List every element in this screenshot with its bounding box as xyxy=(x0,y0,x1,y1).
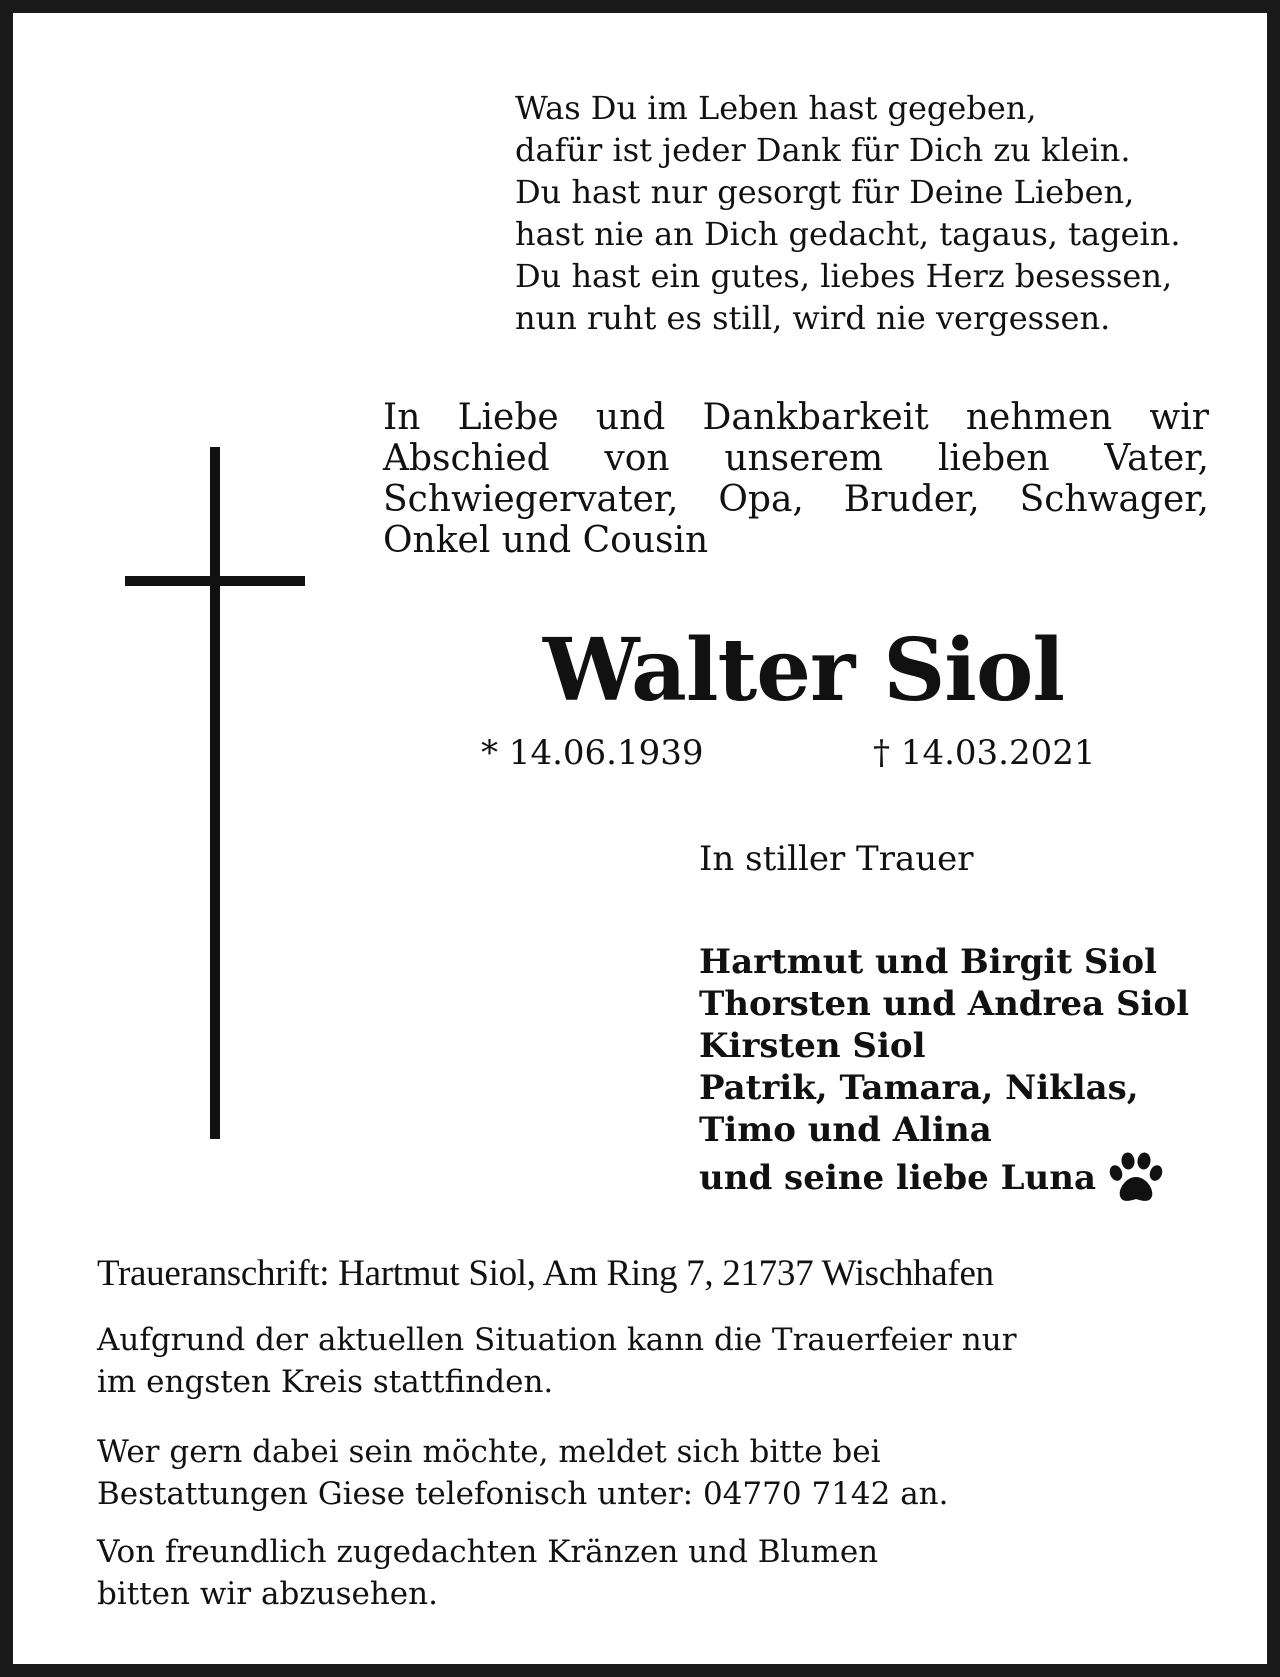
farewell-word: wir xyxy=(1149,397,1209,438)
notice-line: Wer gern dabei sein möchte, meldet sich bitte bei xyxy=(97,1434,881,1470)
farewell-word: und xyxy=(595,397,666,438)
farewell-word: Schwager, xyxy=(1019,479,1209,520)
farewell-word: Abschied xyxy=(383,438,550,479)
farewell-word: Bruder, xyxy=(843,479,980,520)
poem-line: nun ruht es still, wird nie vergessen. xyxy=(515,299,1111,337)
farewell-word: Liebe xyxy=(457,397,559,438)
death-date: † 14.03.2021 xyxy=(873,733,1096,773)
farewell-word: von xyxy=(604,438,670,479)
notice-line: Aufgrund der aktuellen Situation kann die Trauerfeier nur xyxy=(97,1322,1017,1358)
farewell-word: unserem xyxy=(724,438,884,479)
notice-line: Bestattungen Giese telefonisch unter: 04770 7142 an. xyxy=(97,1476,949,1512)
farewell-word: Dankbarkeit xyxy=(702,397,929,438)
poem-line: Du hast ein gutes, liebes Herz besessen, xyxy=(515,257,1173,295)
family-line: Timo und Alina xyxy=(699,1110,992,1150)
family-line-with-pet xyxy=(699,1151,1189,1205)
notice-ceremony xyxy=(97,1319,1017,1403)
family-list xyxy=(699,941,1189,1205)
notice-line: im engsten Kreis stattfinden. xyxy=(97,1364,554,1400)
farewell-word: Vater, xyxy=(1104,438,1209,479)
poem-line: dafür ist jeder Dank für Dich zu klein. xyxy=(515,131,1131,169)
notice-line: Von freundlich zugedachten Kränzen und Blumen xyxy=(97,1534,879,1570)
poem-line: Was Du im Leben hast gegeben, xyxy=(515,89,1037,127)
deceased-name: Walter Siol xyxy=(543,620,1064,721)
family-line: Hartmut und Birgit Siol xyxy=(699,942,1157,982)
farewell-line xyxy=(383,438,1209,479)
farewell-word: Schwiegervater, xyxy=(383,479,679,520)
farewell-text xyxy=(383,397,1209,561)
family-line: Kirsten Siol xyxy=(699,1026,926,1066)
farewell-word: lieben xyxy=(937,438,1050,479)
farewell-line: Onkel und Cousin xyxy=(383,520,709,561)
paw-print-icon xyxy=(1106,1151,1166,1205)
farewell-line xyxy=(383,479,1209,520)
mourning-address: Traueranschrift: Hartmut Siol, Am Ring 7, 21737 Wischhafen xyxy=(97,1253,994,1294)
cross-icon-horizontal-bar xyxy=(125,576,305,586)
birth-date: * 14.06.1939 xyxy=(481,733,704,773)
farewell-word: In xyxy=(383,397,421,438)
mourning-label: In stiller Trauer xyxy=(699,839,974,879)
farewell-word: Opa, xyxy=(718,479,804,520)
poem-line: hast nie an Dich gedacht, tagaus, tagein. xyxy=(515,215,1181,253)
family-line: Patrik, Tamara, Niklas, xyxy=(699,1068,1139,1108)
family-line: Thorsten und Andrea Siol xyxy=(699,984,1190,1024)
notice-contact xyxy=(97,1431,949,1515)
notice-flowers xyxy=(97,1531,878,1615)
family-line: und seine liebe Luna xyxy=(699,1158,1097,1198)
farewell-word: nehmen xyxy=(965,397,1113,438)
poem xyxy=(515,87,1181,339)
poem-line: Du hast nur gesorgt für Deine Lieben, xyxy=(515,173,1135,211)
notice-line: bitten wir abzusehen. xyxy=(97,1576,438,1612)
cross-icon-vertical-bar xyxy=(210,447,220,1139)
farewell-line xyxy=(383,397,1209,438)
